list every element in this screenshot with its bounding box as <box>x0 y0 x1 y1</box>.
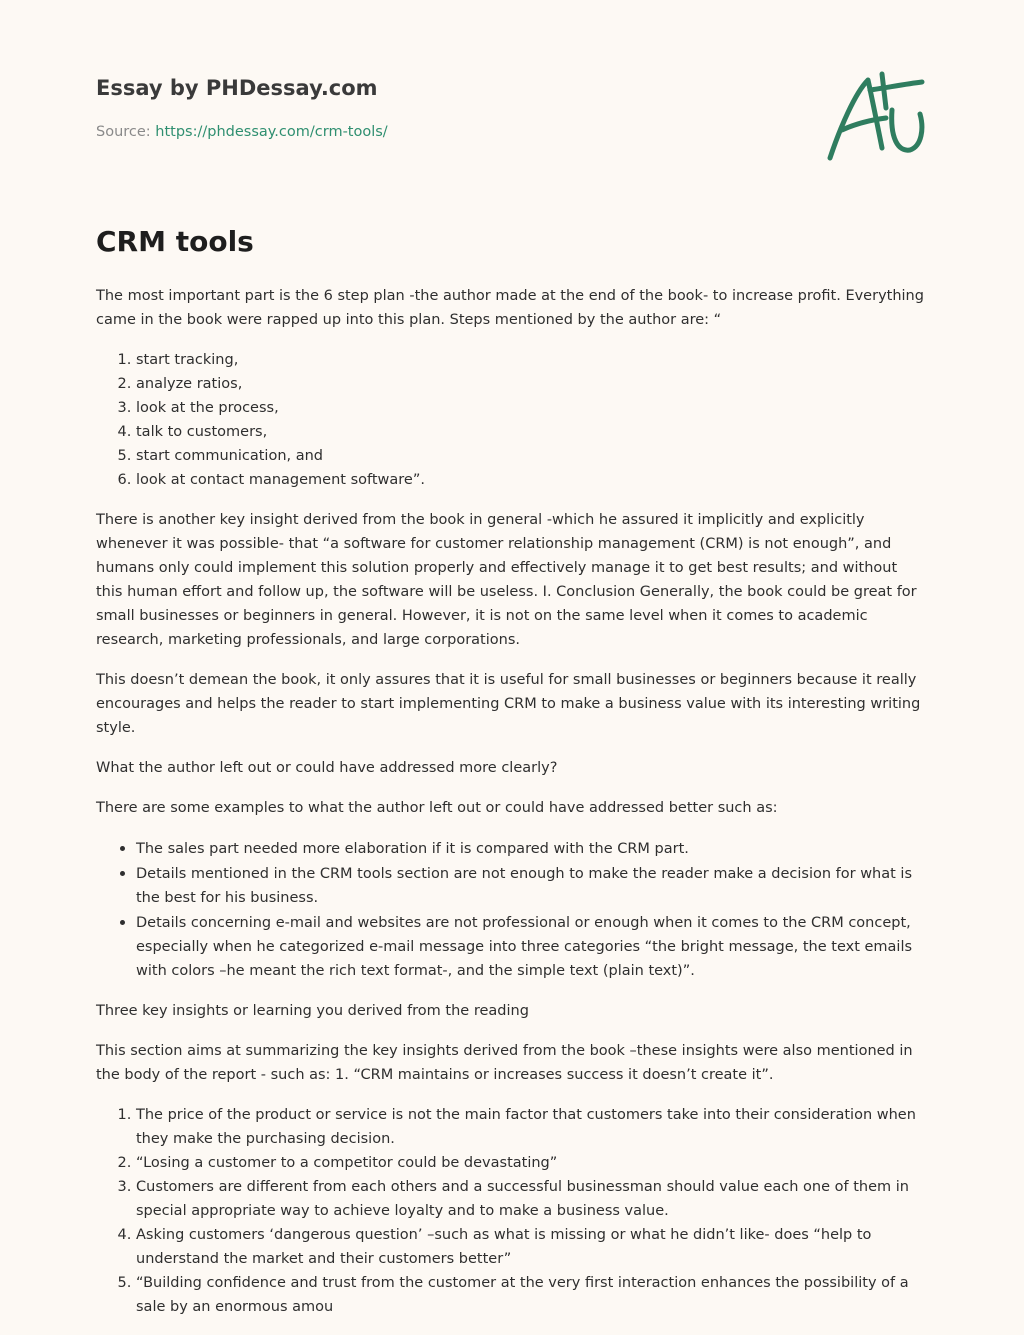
intro-paragraph: The most important part is the 6 step plan -the author made at the end of the book- to increase profit. Everything came in the book were rapped up into this plan. Steps mentioned by the author are: “ <box>96 288 924 328</box>
step-item: 3. look at the process, <box>136 396 926 420</box>
step-item: 6. look at contact management software”. <box>136 468 926 492</box>
example-item: • The sales part needed more elaboration if it is compared with the CRM part. <box>136 836 926 861</box>
examples-list <box>96 836 926 983</box>
insight-item: 1. The price of the product or service is not the main factor that customers take into their consideration when they make the purchasing decision. <box>136 1103 926 1151</box>
insight-item: 4. Asking customers ‘dangerous question’ –such as what is missing or what he didn’t like- does “help to understand the market and their customers better” <box>136 1223 926 1271</box>
examples-intro: There are some examples to what the author left out or could have addressed better such as: <box>96 800 778 816</box>
insights-intro: This section aims at summarizing the key insights derived from the book –these insights were also mentioned in the body of the report - such as: 1. “CRM maintains or increases success it doesn’t create it”. <box>96 1043 913 1083</box>
insight-paragraph: There is another key insight derived from the book in general -which he assured it implicitly and explicitly whenever it was possible- that “a software for customer relationship management (CRM) is not enough”, and humans only could implement this solution properly and effectively manage it to get best results; and without this human effort and follow up, the software will be useless. I. Conclusion Generally, the book could be great for small businesses or beginners in general. However, it is not on the same level when it comes to academic research, marketing professionals, and large corporations. <box>96 512 917 648</box>
insight-item: 2. “Losing a customer to a competitor could be devastating” <box>136 1151 926 1175</box>
insights-list <box>96 1103 926 1319</box>
a-plus-logo-icon <box>820 68 930 168</box>
source-label: Source: <box>96 124 156 140</box>
insight-item: 5. “Building confidence and trust from the customer at the very first interaction enhances the possibility of a sale by an enormous amou <box>136 1271 926 1319</box>
example-item: • Details concerning e-mail and websites are not professional or enough when it comes to the CRM concept, especially when he categorized e-mail message into three categories “the bright message, the text emails with colors –he meant the rich text format-, and the simple text (plain text)”. <box>136 910 926 983</box>
insights-heading: Three key insights or learning you derived from the reading <box>96 1003 529 1019</box>
essay-body <box>96 284 926 1335</box>
steps-list <box>96 348 926 492</box>
insight-item: 3. Customers are different from each others and a successful businessman should value each one of them in special appropriate way to achieve loyalty and to make a business value. <box>136 1175 926 1223</box>
source-line <box>96 124 388 140</box>
step-item: 5. start communication, and <box>136 444 926 468</box>
conclusion-paragraph: This doesn’t demean the book, it only assures that it is useful for small businesses or beginners because it really encourages and helps the reader to start implementing CRM to make a business value with its interesting writing style. <box>96 672 921 736</box>
step-item: 2. analyze ratios, <box>136 372 926 396</box>
source-link[interactable]: https://phdessay.com/crm-tools/ <box>155 124 388 140</box>
site-brand: Essay by PHDessay.com <box>96 76 378 100</box>
question-heading: What the author left out or could have addressed more clearly? <box>96 760 558 776</box>
essay-title: CRM tools <box>96 225 254 258</box>
example-item: • Details mentioned in the CRM tools section are not enough to make the reader make a decision for what is the best for his business. <box>136 861 926 910</box>
step-item: 1. start tracking, <box>136 348 926 372</box>
step-item: 4. talk to customers, <box>136 420 926 444</box>
